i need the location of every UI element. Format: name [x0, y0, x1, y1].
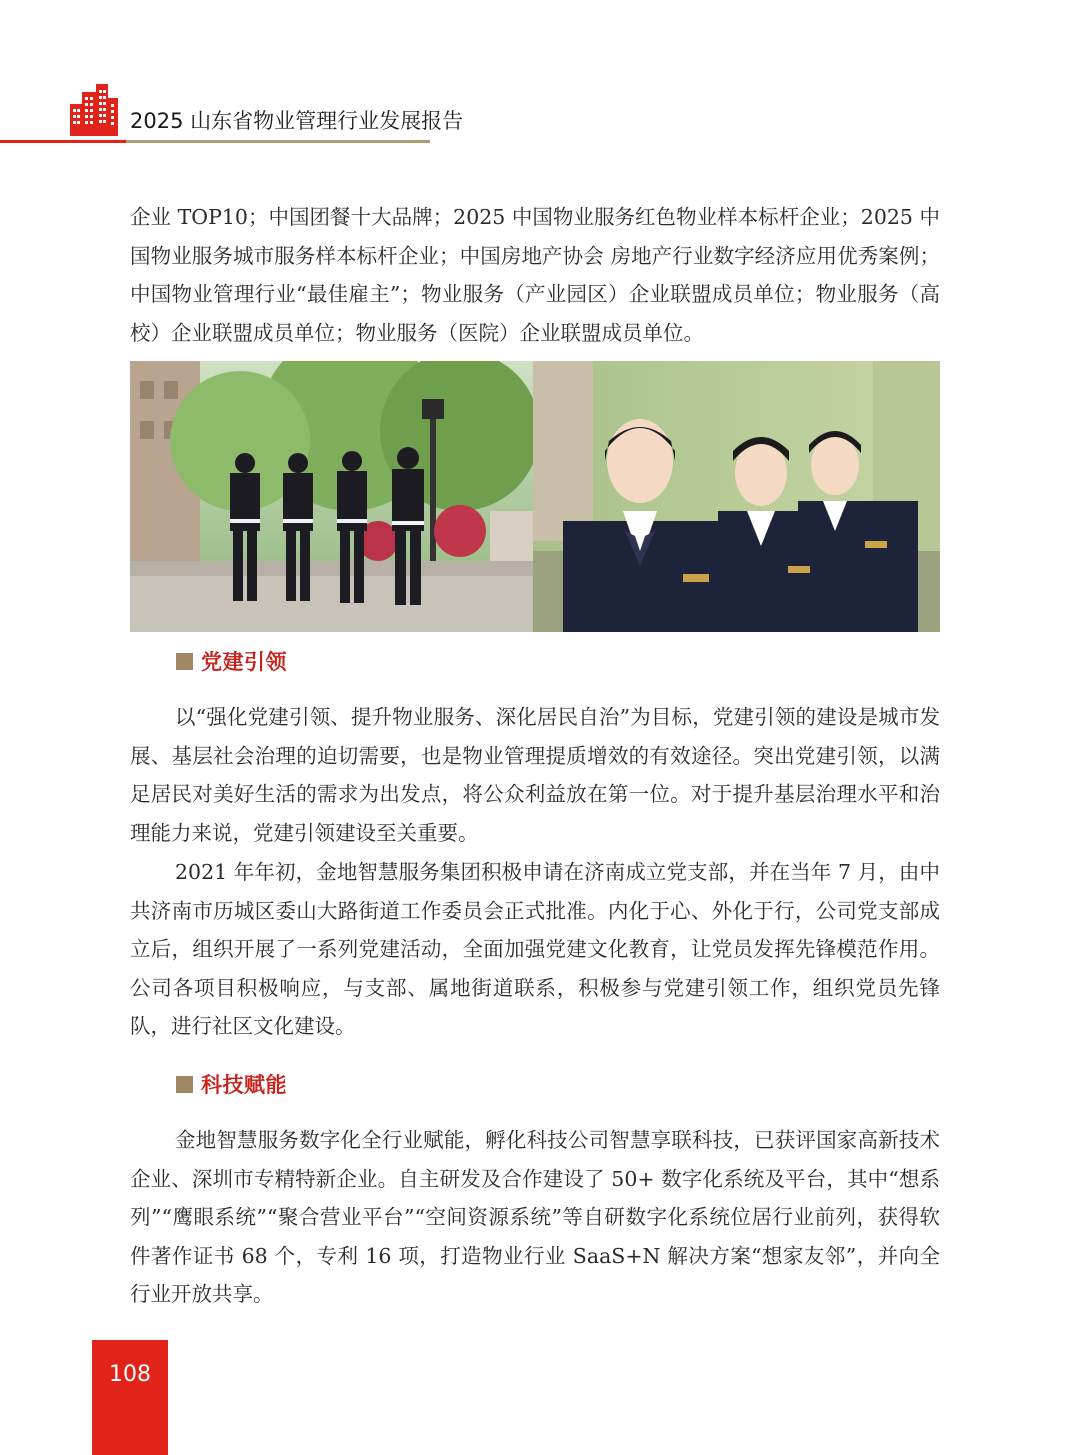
- party-building-paragraph-2: 2021 年年初，金地智慧服务集团积极申请在济南成立党支部，并在当年 7 月，由中共济南市历城区委山大路街道工作委员会正式批准。内化于心、外化于行，公司党支部成立后，组织开展了一系列党建活动，全面加强党建文化教育，让党员发挥先锋模范作用。公司各项目积极响应，与支部、属地街道联系，积极参与党建引领工作，组织党员先锋队，进行社区文化建设。: [130, 860, 940, 1039]
- section-header-tech-empowerment: [176, 1070, 287, 1098]
- page-header-title: 2025 山东省物业管理行业发展报告: [130, 109, 464, 133]
- intro-paragraph: 企业 TOP10；中国团餐十大品牌；2025 中国物业服务红色物业样本标杆企业；2025 中国物业服务城市服务样本标杆企业；中国房地产协会 房地产行业数字经济应用优秀案例；中国物业管理行业“最佳雇主”；物业服务（产业园区）企业联盟成员单位；物业服务（高校）企业联盟成员单位；物业服务（医院）企业联盟成员单位。: [130, 205, 940, 345]
- header-divider-red: [0, 140, 126, 143]
- service-staff-photo: [533, 361, 940, 632]
- building-icon: [66, 84, 120, 136]
- section-square-icon: [176, 1076, 193, 1093]
- section-title: 科技赋能: [201, 1073, 287, 1097]
- page-number-text: 108: [109, 1362, 151, 1387]
- page-number: [92, 1340, 168, 1455]
- section-title: 党建引领: [201, 650, 287, 674]
- tech-empowerment-paragraph: 金地智慧服务数字化全行业赋能，孵化科技公司智慧享联科技，已获评国家高新技术企业、深圳市专精特新企业。自主研发及合作建设了 50+ 数字化系统及平台，其中“想系列”“鹰眼系统”“聚合营业平台”“空间资源系统”等自研数字化系统位居行业前列，获得软件著作证书 68 个，专利 16 项，打造物业行业 SaaS+N 解决方案“想家友邻”，并向全行业开放共享。: [130, 1128, 940, 1307]
- security-guards-photo: [130, 361, 533, 632]
- section-header-party-building: [176, 647, 287, 675]
- party-building-paragraph-1: 以“强化党建引领、提升物业服务、深化居民自治”为目标，党建引领的建设是城市发展、基层社会治理的迫切需要，也是物业管理提质增效的有效途径。突出党建引领，以满足居民对美好生活的需求为出发点，将公众利益放在第一位。对于提升基层治理水平和治理能力来说，党建引领建设至关重要。: [130, 705, 940, 845]
- section-square-icon: [176, 653, 193, 670]
- header-divider-gold: [126, 140, 430, 143]
